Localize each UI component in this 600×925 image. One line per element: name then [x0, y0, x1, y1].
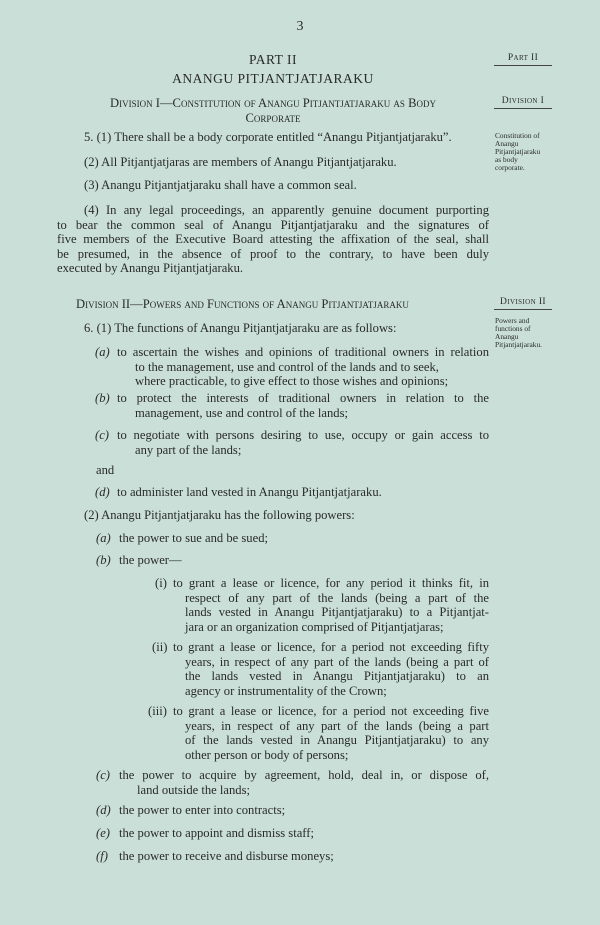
- power-e: [119, 826, 489, 841]
- item-line: other person or body of persons;: [185, 747, 349, 762]
- item-line: to grant a lease or licence, for any period it thinks fit, in: [173, 576, 489, 590]
- item-line: the power to acquire by agreement, hold, deal in, or dispose of,: [119, 768, 489, 782]
- item-line: management, use and control of the lands;: [135, 405, 348, 420]
- para-line: (4) In any legal proceedings, an apparently genuine document purporting: [84, 203, 489, 217]
- item-line: any part of the lands;: [135, 442, 242, 457]
- item-line: the power to enter into contracts;: [119, 803, 286, 817]
- division1-heading-cont: Corporate: [245, 111, 301, 125]
- label-text: (c): [95, 428, 109, 442]
- item-line: years, in respect of any part of the lands (being a part of: [185, 654, 489, 669]
- item-label: [96, 553, 111, 568]
- function-c: [117, 428, 489, 457]
- item-line: to grant a lease or licence, for a period not exceeding five: [173, 704, 489, 718]
- para-line: to bear the common seal of Anangu Pitjantjatjaraku and the signatures of: [57, 217, 489, 232]
- item-line: of the lands vested in Anangu Pitjantjatjaraku) to any: [185, 733, 489, 748]
- item-line: to grant a lease or licence, for a period not exceeding fifty: [173, 640, 489, 654]
- item-line: where practicable, to give effect to those wishes and opinions;: [135, 374, 449, 389]
- item-label: [96, 849, 108, 864]
- note-line: Pitjantjatjaraku.: [495, 340, 542, 349]
- item-line: the power to sue and be sued;: [119, 531, 268, 545]
- item-label: [96, 826, 110, 841]
- section-5-1: 5. (1) There shall be a body corporate entitled “Anangu Pitjantjatjaraku”.: [84, 130, 452, 144]
- function-d: [117, 485, 489, 500]
- margin-division2: Division II: [494, 297, 552, 310]
- part-heading: PART II: [248, 52, 298, 67]
- note-line: functions of: [495, 324, 531, 333]
- note-line: Anangu: [495, 332, 519, 341]
- division1-heading: Division I—Constitution of Anangu Pitjantjatjaraku as Body: [110, 96, 436, 110]
- item-line: agency or instrumentality of the Crown;: [185, 683, 387, 698]
- power-c: [119, 768, 489, 797]
- item-label: [96, 768, 110, 783]
- item-label: [95, 485, 110, 500]
- conjunction-and: and: [96, 463, 115, 477]
- item-line: to the management, use and control of the lands and to seek,: [135, 359, 439, 374]
- item-label: [96, 803, 111, 818]
- item-label: [148, 704, 167, 719]
- note-line: corporate.: [495, 163, 525, 172]
- item-line: the power—: [119, 553, 182, 567]
- label-text: (f): [96, 849, 108, 863]
- part-title: ANANGU PITJANTJATJARAKU: [172, 71, 374, 86]
- label-text: (d): [95, 485, 110, 499]
- label-text: (a): [95, 345, 110, 359]
- function-a: [117, 345, 489, 389]
- item-line: to ascertain the wishes and opinions of traditional owners in relation: [117, 345, 489, 359]
- power-b-ii: [173, 640, 489, 698]
- power-a: [119, 531, 489, 546]
- label-text: (b): [96, 553, 111, 567]
- section-5-4: [57, 203, 489, 276]
- para-line: be presumed, in the absence of proof to the contrary, to have been duly: [57, 246, 489, 261]
- para-line: five members of the Executive Board attesting the affixation of the seal, shall: [57, 232, 489, 247]
- note-line: as body: [495, 155, 518, 164]
- note-line: Constitution of: [495, 131, 540, 140]
- power-f: [119, 849, 489, 864]
- item-label: [95, 391, 110, 406]
- label-text: (d): [96, 803, 111, 817]
- note-line: Anangu: [495, 139, 519, 148]
- item-line: lands vested in Anangu Pitjantjatjaraku) to a Pitjantjat-: [185, 605, 489, 620]
- item-label: [96, 531, 111, 546]
- note-line: Powers and: [495, 316, 530, 325]
- item-label: [95, 345, 110, 360]
- power-b: [119, 553, 489, 568]
- division2-heading: Division II—Powers and Functions of Anangu Pitjantjatjaraku: [76, 297, 409, 311]
- label-text: (e): [96, 826, 110, 840]
- item-line: to protect the interests of traditional owners in relation to the: [117, 391, 489, 405]
- power-d: [119, 803, 489, 818]
- label-text: (c): [96, 768, 110, 782]
- section-5-3: (3) Anangu Pitjantjatjaraku shall have a common seal.: [84, 178, 357, 192]
- section-6-2: (2) Anangu Pitjantjatjaraku has the following powers:: [84, 508, 355, 522]
- item-line: to negotiate with persons desiring to use, occupy or gain access to: [117, 428, 489, 442]
- item-line: land outside the lands;: [137, 782, 250, 797]
- margin-part-heading: Part II: [494, 53, 552, 66]
- label-text: (b): [95, 391, 110, 405]
- item-label: [152, 640, 167, 655]
- function-b: [117, 391, 489, 420]
- label-text: (iii): [148, 704, 167, 718]
- item-line: the power to appoint and dismiss staff;: [119, 826, 314, 840]
- note-line: Pitjantjatjaraku: [495, 147, 541, 156]
- section-5-2: (2) All Pitjantjatjaras are members of Anangu Pitjantjatjaraku.: [84, 155, 397, 169]
- item-line: years, in respect of any part of the lands (being a part: [185, 718, 489, 733]
- item-line: jara or an organization comprised of Pitjantjatjaras;: [185, 619, 444, 634]
- power-b-i: [173, 576, 489, 634]
- label-text: (ii): [152, 640, 168, 654]
- item-line: the power to receive and disburse moneys;: [119, 849, 334, 863]
- label-text: (a): [96, 531, 111, 545]
- power-b-iii: [173, 704, 489, 762]
- item-line: the lands vested in Anangu Pitjantjatjaraku) to an: [185, 669, 489, 684]
- margin-division1: Division I: [494, 96, 552, 109]
- label-text: (i): [155, 576, 167, 590]
- item-label: [95, 428, 109, 443]
- section-6-1: 6. (1) The functions of Anangu Pitjantjatjaraku are as follows:: [84, 321, 397, 335]
- page-number: 3: [296, 19, 304, 34]
- para-line: executed by Anangu Pitjantjatjaraku.: [57, 261, 244, 276]
- item-line: to administer land vested in Anangu Pitjantjatjaraku.: [117, 485, 382, 499]
- item-label: [155, 576, 167, 591]
- item-line: respect of any part of the lands (being a part of the: [185, 590, 489, 605]
